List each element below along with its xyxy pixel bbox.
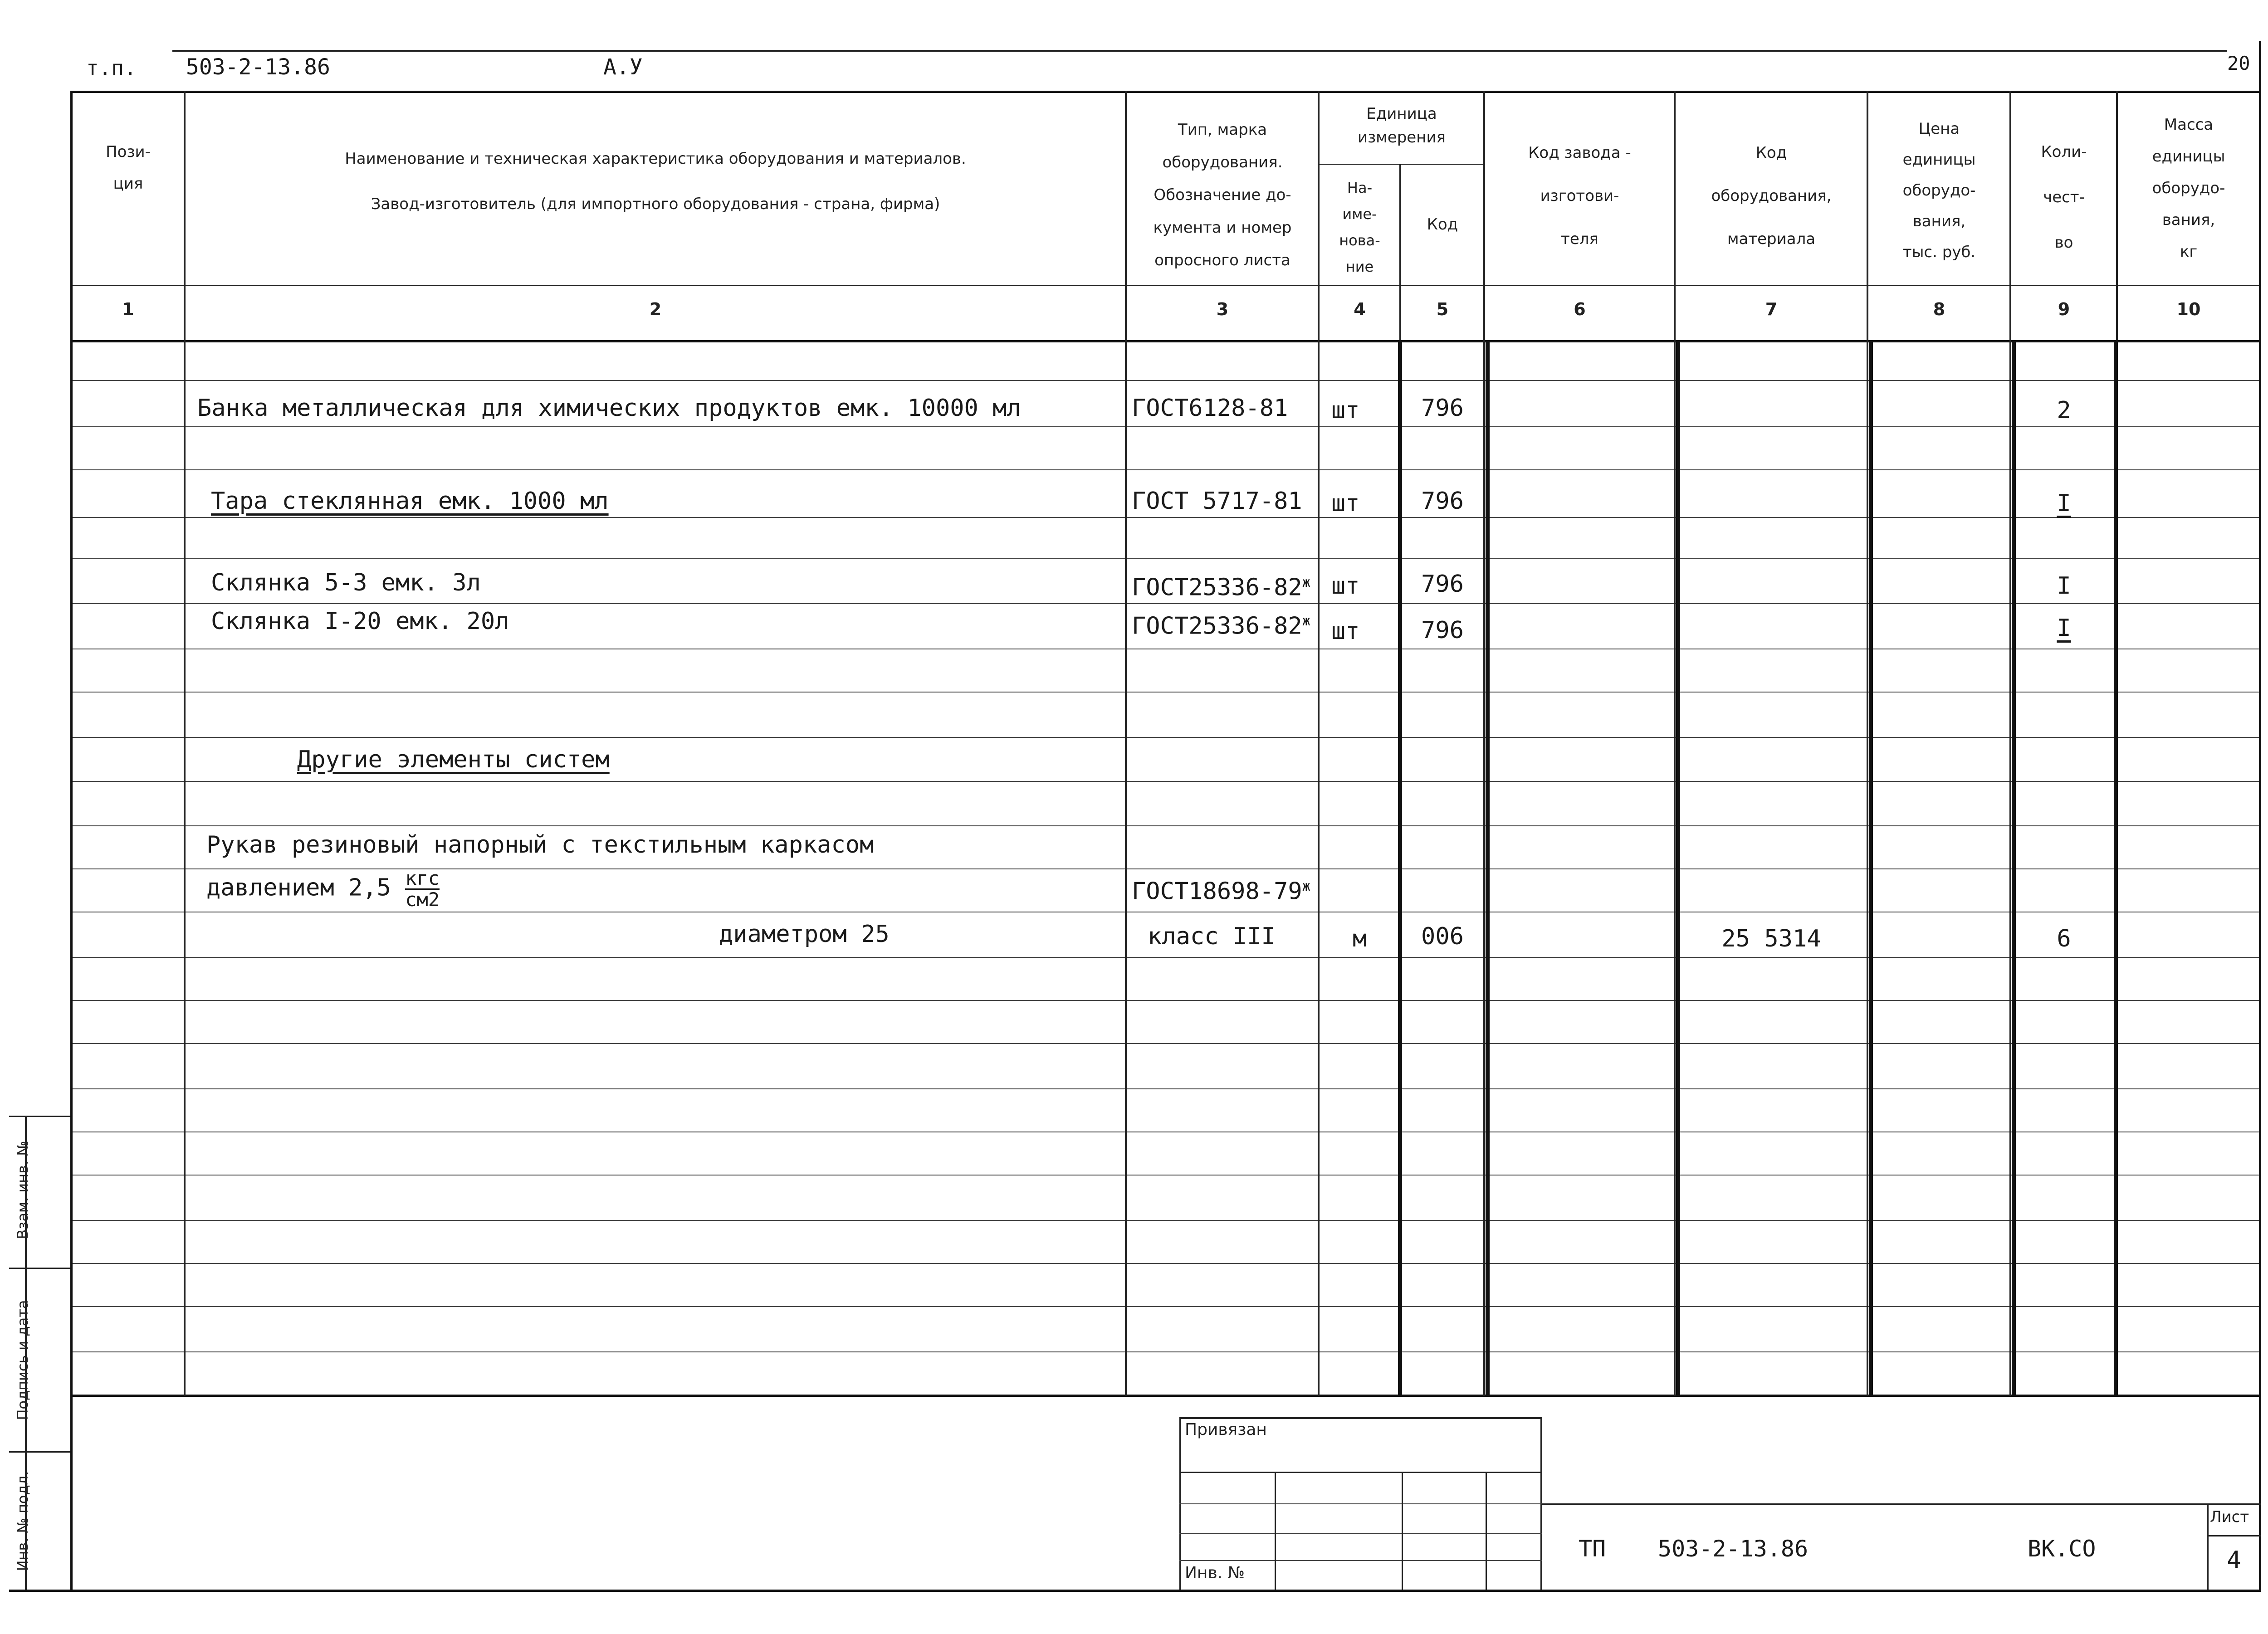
binding-col (1402, 1472, 1403, 1590)
header-unit-group: Единица измерения (1357, 105, 1446, 146)
row-line (73, 737, 2261, 738)
row4-code: 796 (1421, 617, 1464, 644)
row-line (73, 558, 2261, 559)
binding-line (1179, 1472, 1542, 1473)
header-equipment-code: Код оборудования, материала (1711, 144, 1832, 248)
frame-right (2259, 41, 2261, 1592)
row1-code: 796 (1421, 395, 1464, 422)
row-line (73, 1000, 2261, 1001)
colnum-1: 1 (122, 299, 134, 319)
row-line (73, 1306, 2261, 1307)
title-doc-code: 503-2-13.86 (1658, 1536, 1809, 1562)
inv-number-label: Инв. № (1185, 1564, 1245, 1582)
row-line (73, 469, 2261, 470)
row7-doc: класс III (1148, 923, 1276, 950)
row7-unit: м (1352, 925, 1367, 952)
row2-unit: шт (1331, 490, 1360, 517)
side-label-signature: Подпись и дата (14, 1300, 31, 1420)
row7-qty: 6 (2057, 925, 2071, 952)
row-line (73, 692, 2261, 693)
row2-code: 796 (1421, 488, 1464, 515)
binding-line (1179, 1533, 1542, 1534)
row6-doc: $ГОСТ18698-79^ж$ (1132, 878, 1310, 905)
row7-code: 006 (1421, 923, 1464, 950)
col-line-6 (1674, 91, 1676, 1396)
col-line-5 (1483, 91, 1485, 1396)
col-line-3 (1318, 91, 1320, 1396)
header-mass: Масса единицы оборудо- вания, кг (2152, 116, 2225, 261)
frame-bottom (9, 1590, 2261, 1592)
col-line-7 (1867, 91, 1868, 1396)
side-label-inv-original: Инв. № подл. (14, 1471, 31, 1571)
row-line (73, 1043, 2261, 1044)
colnum-5: 5 (1436, 299, 1449, 319)
title-tp: ТП (1579, 1536, 1606, 1562)
row-line (73, 426, 2261, 427)
col-line-8 (2009, 91, 2011, 1396)
row3-name: Склянка 5-3 емк. 3л (211, 569, 481, 596)
row2-name: Тара стеклянная емк. 1000 мл (211, 488, 609, 515)
col-line-1 (184, 91, 186, 1396)
row1-qty: 2 (2057, 397, 2071, 424)
row1-doc: ГОСТ6128-81 (1132, 395, 1288, 422)
album-label: А.У (603, 54, 643, 80)
row3-doc: $ГОСТ25336-82^ж$ (1132, 574, 1310, 601)
row7-material-code: 25 5314 (1721, 925, 1821, 952)
colnum-9: 9 (2058, 299, 2070, 319)
row1-unit: шт (1331, 397, 1360, 424)
row-line (73, 517, 2261, 518)
top-border (172, 50, 2227, 52)
header-position: Пози- ция (106, 143, 151, 193)
header-unit-name: На- име- нова- ние (1339, 179, 1380, 275)
row5-name: Рукав резиновый напорный с текстильным каркасом (206, 831, 874, 858)
col-line-2 (1125, 91, 1127, 1396)
top-doc-code: 503-2-13.86 (186, 54, 330, 80)
bold-border-6 (1486, 340, 1490, 1397)
row4-name: Склянка I-20 емк. 20л (211, 608, 509, 635)
row-line (73, 603, 2261, 604)
bold-border-7 (1676, 340, 1680, 1397)
colnum-7: 7 (1765, 299, 1778, 319)
side-label-replace-inv: Взам. инв. № (14, 1141, 31, 1239)
header-name: Наименование и техническая характеристика оборудования и материалов. Завод-изготовитель (для импортного оборудования - страна, фирма) (345, 150, 966, 213)
row3-qty: I (2057, 572, 2071, 600)
title-block-top (1542, 1503, 2261, 1505)
row6-doc-mark: ж (1302, 878, 1310, 894)
header-bottom-line (73, 285, 2261, 286)
row-line (73, 781, 2261, 782)
binding-label: Привязан (1185, 1420, 1267, 1439)
row3-unit: шт (1331, 572, 1360, 600)
row-line (73, 1351, 2261, 1352)
row6-name: давлением 2,5 $\frac{\text{кгс}}{см2}$ (206, 867, 440, 911)
row-line (73, 1220, 2261, 1221)
title-mark: ВК.СО (2028, 1536, 2096, 1562)
row-line (73, 1263, 2261, 1264)
colnum-2: 2 (649, 299, 662, 319)
page-number: 20 (2227, 52, 2250, 74)
row4-qty: I (2057, 615, 2071, 642)
colnum-3: 3 (1216, 299, 1229, 319)
colnum-6: 6 (1574, 299, 1586, 319)
row2-doc: ГОСТ 5717-81 (1132, 488, 1302, 515)
pressure-unit: $\frac{\text{кгс}}{см2}$ (405, 867, 440, 911)
header-quantity: Коли- чест- во (2041, 143, 2087, 252)
binding-col (1486, 1472, 1487, 1590)
row-line (73, 957, 2261, 958)
row7-name: диаметром 25 (719, 921, 890, 948)
table-bottom-line (73, 1395, 2261, 1397)
binding-line (1179, 1503, 1542, 1504)
row-line (73, 825, 2261, 826)
sheet-number: 4 (2227, 1546, 2241, 1574)
colnum-10: 10 (2176, 299, 2201, 319)
table-top-line (73, 91, 2261, 93)
row4-doc-mark: ж (1302, 613, 1310, 629)
side-strip-split-2 (9, 1268, 70, 1269)
sheet-label: Лист (2210, 1508, 2249, 1526)
binding-col (1275, 1472, 1276, 1590)
header-price: Цена единицы оборудо- вания, тыс. руб. (1902, 120, 1976, 261)
binding-line (1179, 1560, 1542, 1561)
row-line (73, 1175, 2261, 1176)
row1-name: Банка металлическая для химических продуктов емк. 10000 мл (197, 395, 1021, 422)
tp-label: т.п. (86, 56, 137, 80)
header-type: Тип, марка оборудования. Обозначение до- кумента и номер опросного листа (1153, 121, 1292, 269)
row-line (73, 1088, 2261, 1089)
header-unit-code: Код (1427, 215, 1458, 234)
row2-qty: I (2057, 490, 2071, 517)
sheet-split (2207, 1535, 2261, 1536)
colnum-4: 4 (1354, 299, 1366, 319)
row4-unit: шт (1331, 618, 1360, 645)
section-title: Другие элементы систем (297, 746, 610, 773)
sheet-col-line (2207, 1503, 2209, 1590)
row4-doc: $ГОСТ25336-82^ж$ (1132, 612, 1310, 640)
row3-code: 796 (1421, 571, 1464, 598)
colnum-8: 8 (1933, 299, 1945, 319)
row-line (73, 380, 2261, 381)
bold-border-8 (1869, 340, 1873, 1397)
header-factory-code: Код завода - изготови- теля (1528, 144, 1631, 248)
row3-doc-mark: ж (1302, 575, 1310, 590)
numbers-bottom-line (73, 340, 2261, 342)
